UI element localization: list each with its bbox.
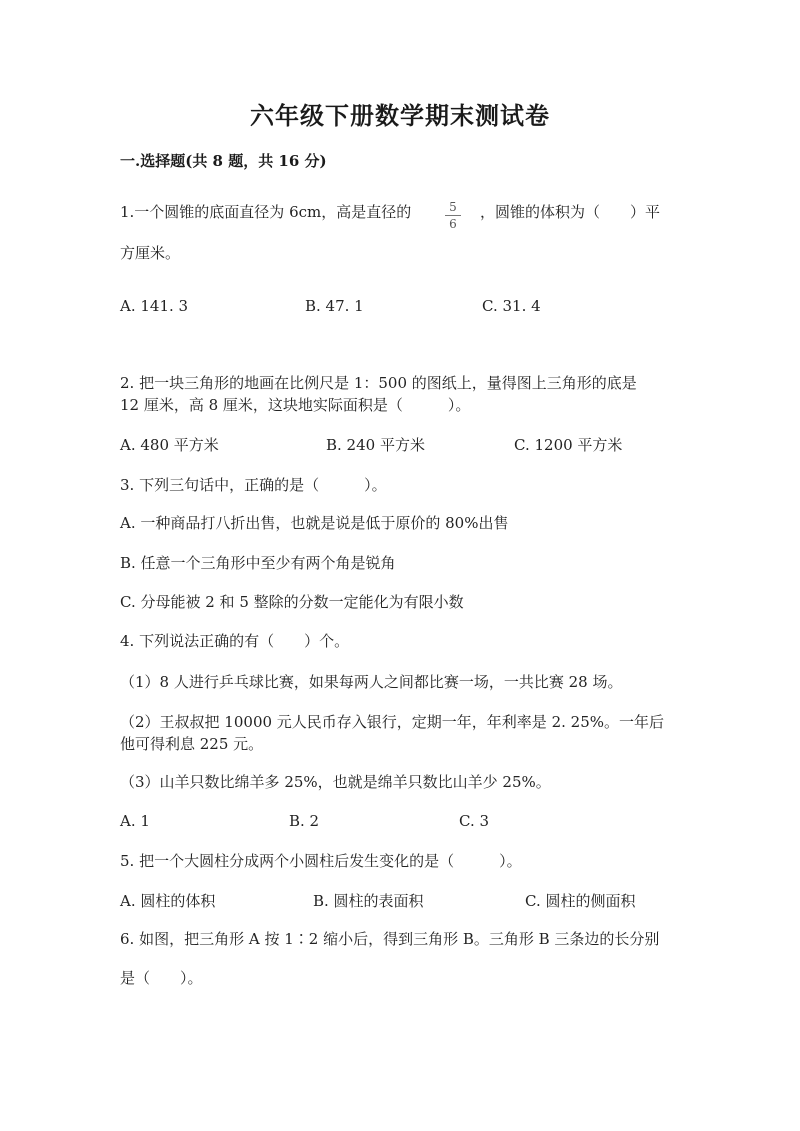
q3-option-a: A. 一种商品打八折出售，也就是说是低于原价的 80%出售 <box>120 514 509 532</box>
q4-statement-1: （1）8 人进行乒乓球比赛，如果每两人之间都比赛一场，一共比赛 28 场。 <box>120 673 623 691</box>
q2-option-c: C. 1200 平方米 <box>514 436 623 454</box>
q6-line2: 是（ ）。 <box>120 969 203 987</box>
q1-line1-b: ，圆锥的体积为（ ）平 <box>480 203 661 221</box>
q4-line1: 4. 下列说法正确的有（ ）个。 <box>120 632 350 650</box>
q1-option-c: C. 31. 4 <box>482 297 541 315</box>
q6-line1: 6. 如图，把三角形 A 按 1∶2 缩小后，得到三角形 B。三角形 B 三条边的长分别 <box>120 930 660 948</box>
q2-line2: 12 厘米，高 8 厘米，这块地实际面积是（ ）。 <box>120 396 471 414</box>
q5-option-b: B. 圆柱的表面积 <box>313 892 424 910</box>
q1-fraction <box>443 200 463 231</box>
section-heading: 一.选择题(共 8 题，共 16 分) <box>120 152 327 170</box>
q1-fraction-denominator: 6 <box>449 217 457 231</box>
q1-option-a: A. 141. 3 <box>120 297 189 315</box>
q3-option-c: C. 分母能被 2 和 5 整除的分数一定能化为有限小数 <box>120 593 464 611</box>
q4-option-b: B. 2 <box>289 812 320 830</box>
q2-option-a: A. 480 平方米 <box>120 436 219 454</box>
q1-line1-a: 1.一个圆锥的底面直径为 6cm，高是直径的 <box>120 203 412 221</box>
q2-line1: 2. 把一块三角形的地画在比例尺是 1：500 的图纸上，量得图上三角形的底是 <box>120 374 637 392</box>
q4-statement-2a: （2）王叔叔把 10000 元人民币存入银行，定期一年，年利率是 2. 25%。一年后 <box>120 713 664 731</box>
q4-option-c: C. 3 <box>459 812 490 830</box>
q1-option-b: B. 47. 1 <box>305 297 364 315</box>
q4-statement-2b: 他可得利息 225 元。 <box>120 735 264 753</box>
q5-option-a: A. 圆柱的体积 <box>120 892 216 910</box>
q4-option-a: A. 1 <box>120 812 150 830</box>
q3-option-b: B. 任意一个三角形中至少有两个角是锐角 <box>120 554 396 572</box>
q4-statement-3: （3）山羊只数比绵羊多 25%，也就是绵羊只数比山羊少 25%。 <box>120 773 551 791</box>
page-title: 六年级下册数学期末测试卷 <box>250 101 550 130</box>
q3-line1: 3. 下列三句话中，正确的是（ ）。 <box>120 476 387 494</box>
q5-line1: 5. 把一个大圆柱分成两个小圆柱后发生变化的是（ ）。 <box>120 852 522 870</box>
q1-line2: 方厘米。 <box>120 244 181 262</box>
q1-fraction-numerator: 5 <box>449 200 457 214</box>
q2-option-b: B. 240 平方米 <box>326 436 425 454</box>
fraction-bar <box>445 215 461 216</box>
q5-option-c: C. 圆柱的侧面积 <box>525 892 636 910</box>
